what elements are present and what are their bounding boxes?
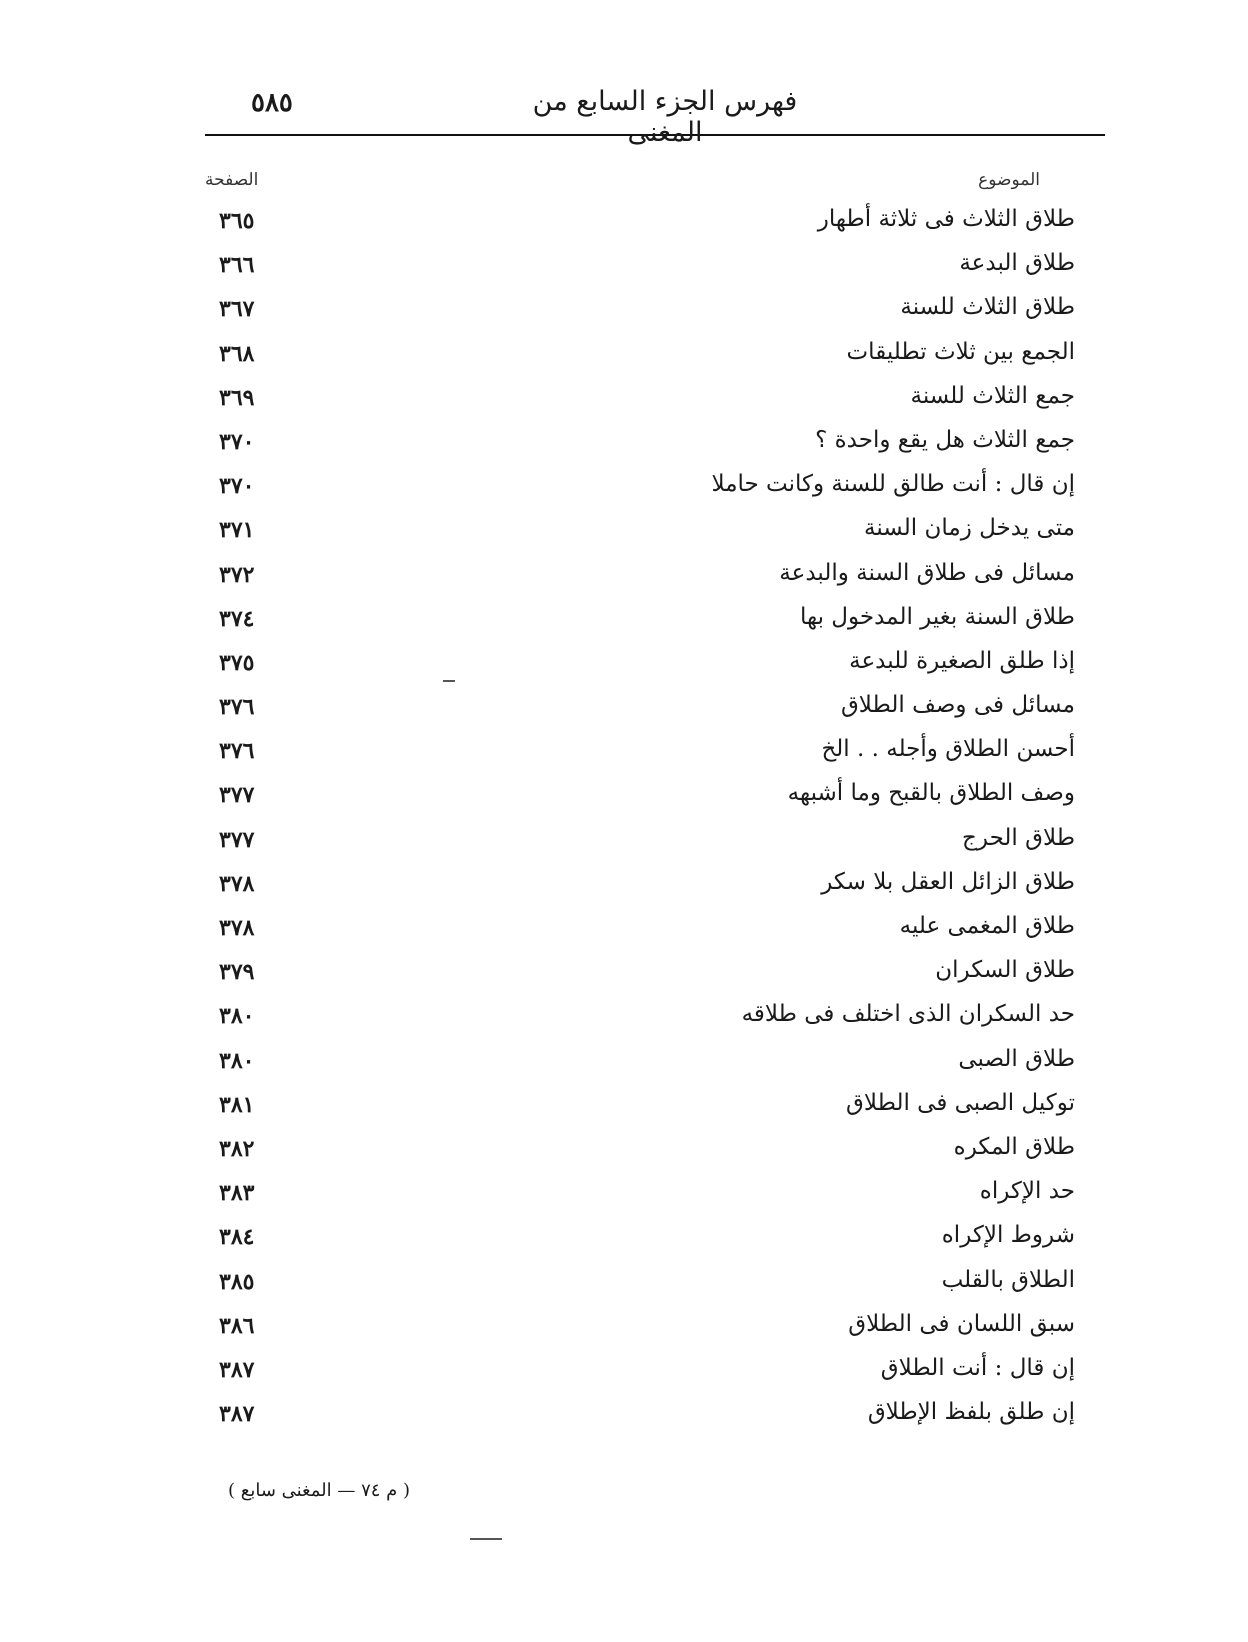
entry-topic: حد الإكراه [979,1178,1075,1205]
entry-page-number: ٣٦٦ [219,252,255,279]
entry-page-number: ٣٧٠ [219,428,255,455]
page-number: ٥٨٥ [251,88,293,118]
entry-page-number: ٣٧٨ [219,915,255,941]
entry-page-number: ٣٨٧ [219,1356,255,1383]
entry-page-number: ٣٨١ [219,1091,255,1118]
entry-topic: طلاق الصبى [958,1045,1075,1072]
entry-page-number: ٣٧٩ [219,959,255,986]
entry-topic: طلاق السنة بغير المدخول بها [799,603,1075,630]
print-speck [443,680,455,682]
entry-topic: إن قال : أنت طالق للسنة وكانت حاملا [711,471,1075,498]
entry-page-number: ٣٧٥ [219,649,255,676]
index-entry [205,819,1075,863]
entry-topic: حد السكران الذى اختلف فى طلاقه [741,1001,1075,1028]
entry-page-number: ٣٨٥ [219,1268,255,1295]
entry-page-number: ٣٦٧ [219,296,255,323]
index-entry [205,863,1075,907]
index-entry [205,951,1075,995]
entry-page-number: ٣٦٩ [219,384,255,411]
entry-topic: متى يدخل زمان السنة [864,515,1075,542]
running-title: فهرس الجزء السابع من المغنى [532,86,798,148]
index-entry [205,288,1075,332]
index-entry [205,686,1075,730]
entry-topic: إن طلق بلفظ الإطلاق [867,1399,1075,1426]
index-entry [205,774,1075,818]
index-entry [205,1172,1075,1216]
index-entry [205,1305,1075,1349]
entry-topic: أحسن الطلاق وأجله . . الخ [821,736,1075,763]
entry-topic: مسائل فى وصف الطلاق [840,692,1075,719]
entry-topic: جمع الثلاث هل يقع واحدة ؟ [815,426,1075,453]
entry-page-number: ٣٨٤ [219,1224,255,1251]
entry-topic: طلاق الحرج [962,824,1075,851]
index-entry [205,554,1075,598]
index-list [205,200,1075,1437]
index-entry [205,642,1075,686]
index-entry [205,995,1075,1039]
entry-page-number: ٣٧٢ [219,561,255,588]
index-entry [205,509,1075,553]
index-entry [205,730,1075,774]
index-entry [205,333,1075,377]
entry-page-number: ٣٧٠ [219,473,255,500]
entry-topic: طلاق المغمى عليه [899,913,1075,939]
entry-topic: طلاق السكران [935,957,1075,984]
index-entry [205,465,1075,509]
entry-page-number: ٣٨٦ [219,1312,255,1339]
index-entry [205,1261,1075,1305]
entry-page-number: ٣٧٧ [219,782,255,809]
entry-topic: سبق اللسان فى الطلاق [848,1310,1075,1337]
entry-page-number: ٣٧١ [219,517,255,544]
entry-page-number: ٣٨٠ [219,1003,255,1030]
entry-page-number: ٣٦٨ [219,340,255,367]
entry-page-number: ٣٨٧ [219,1401,255,1428]
entry-page-number: ٣٧٧ [219,826,255,853]
index-entry [205,1084,1075,1128]
index-entry [205,200,1075,244]
signature-mark: ( م ٧٤ — المغنى سابع ) [228,1480,411,1501]
index-entry [205,1349,1075,1393]
page-header [205,82,1105,148]
entry-topic: طلاق الثلاث فى ثلاثة أطهار [817,206,1075,232]
entry-page-number: ٣٨٣ [219,1180,255,1207]
entry-topic: جمع الثلاث للسنة [910,382,1075,409]
index-entry [205,244,1075,288]
index-entry [205,1216,1075,1260]
entry-topic: طلاق الزائل العقل بلا سكر [821,868,1075,895]
entry-topic: شروط الإكراه [941,1222,1075,1249]
index-entry [205,907,1075,951]
entry-topic: طلاق البدعة [959,250,1075,277]
topic-column-header: الموضوع [978,170,1040,190]
index-entry [205,421,1075,465]
entry-page-number: ٣٦٥ [219,208,255,234]
entry-page-number: ٣٧٨ [219,870,255,897]
entry-topic: طلاق المكره [953,1133,1075,1160]
index-entry [205,1393,1075,1437]
entry-topic: مسائل فى طلاق السنة والبدعة [779,559,1075,586]
entry-topic: الجمع بين ثلاث تطليقات [846,338,1075,365]
index-entry [205,377,1075,421]
index-entry [205,1040,1075,1084]
index-entry [205,598,1075,642]
entry-topic: إذا طلق الصغيرة للبدعة [849,647,1075,674]
entry-topic: طلاق الثلاث للسنة [900,294,1075,321]
entry-topic: إن قال : أنت الطلاق [880,1354,1075,1381]
entry-page-number: ٣٨٢ [219,1135,255,1162]
entry-page-number: ٣٨٠ [219,1047,255,1074]
entry-page-number: ٣٧٦ [219,694,255,721]
entry-topic: توكيل الصبى فى الطلاق [846,1089,1075,1116]
print-speck [470,1538,502,1540]
entry-page-number: ٣٧٤ [219,605,255,632]
entry-topic: وصف الطلاق بالقبح وما أشبهه [787,780,1075,807]
entry-topic: الطلاق بالقلب [941,1266,1075,1293]
index-entry [205,1128,1075,1172]
entry-page-number: ٣٧٦ [219,738,255,765]
page-column-header: الصفحة [205,170,259,190]
